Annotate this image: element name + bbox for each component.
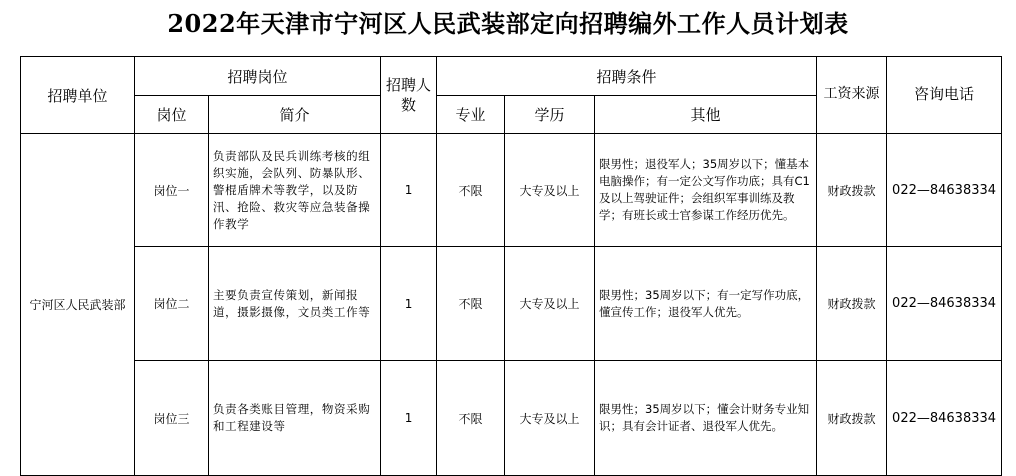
position-cell: 岗位三 [135,361,209,476]
position-cell: 岗位一 [135,134,209,247]
phone-cell: 022—84638334 [887,134,1002,247]
header-phone: 咨询电话 [887,57,1002,134]
header-position: 岗位 [135,96,209,134]
table-row [21,247,1002,361]
count-cell: 1 [381,361,437,476]
other-cell: 限男性；35周岁以下；有一定写作功底，懂宣传工作；退役军人优先。 [595,247,817,361]
other-cell: 限男性；35周岁以下；懂会计财务专业知识；具有会计证者、退役军人优先。 [595,361,817,476]
table-row [21,134,1002,247]
phone-cell: 022—84638334 [887,361,1002,476]
major-cell: 不限 [437,247,505,361]
page-title: 2022年天津市宁河区人民武装部定向招聘编外工作人员计划表 [167,9,849,38]
major-cell: 不限 [437,134,505,247]
table-row [21,361,1002,476]
major-cell: 不限 [437,361,505,476]
unit-name-cell: 宁河区人民武装部 [21,134,135,476]
education-cell: 大专及以上 [505,361,595,476]
count-cell: 1 [381,247,437,361]
header-position-group: 招聘岗位 [135,57,381,96]
education-cell: 大专及以上 [505,247,595,361]
header-count [381,57,437,134]
header-education: 学历 [505,96,595,134]
other-cell: 限男性；退役军人；35周岁以下；懂基本电脑操作；有一定公文写作功底；具有C1及以上驾驶证件；会组织军事训练及教学；有班长或士官参谋工作经历优先。 [595,134,817,247]
salary-source-cell: 财政拨款 [817,134,887,247]
phone-cell: 022—84638334 [887,247,1002,361]
count-cell: 1 [381,134,437,247]
header-other: 其他 [595,96,817,134]
header-count-label: 招聘人数 [386,76,432,114]
header-intro: 简介 [209,96,381,134]
intro-cell: 负责各类账目管理，物资采购和工程建设等 [209,361,381,476]
intro-cell: 负责部队及民兵训练考核的组织实施，会队列、防暴队形、警棍盾牌术等教学，以及防汛、抢险、救灾等应急装备操作教学 [209,134,381,247]
header-salary-source: 工资来源 [817,57,887,134]
recruitment-plan-table [20,56,1002,476]
header-major: 专业 [437,96,505,134]
salary-source-cell: 财政拨款 [817,247,887,361]
position-cell: 岗位二 [135,247,209,361]
salary-source-cell: 财政拨款 [817,361,887,476]
intro-cell: 主要负责宣传策划，新闻报道，摄影摄像，文员类工作等 [209,247,381,361]
education-cell: 大专及以上 [505,134,595,247]
header-conditions-group: 招聘条件 [437,57,817,96]
header-unit: 招聘单位 [21,57,135,134]
header-row-1 [21,57,1002,96]
